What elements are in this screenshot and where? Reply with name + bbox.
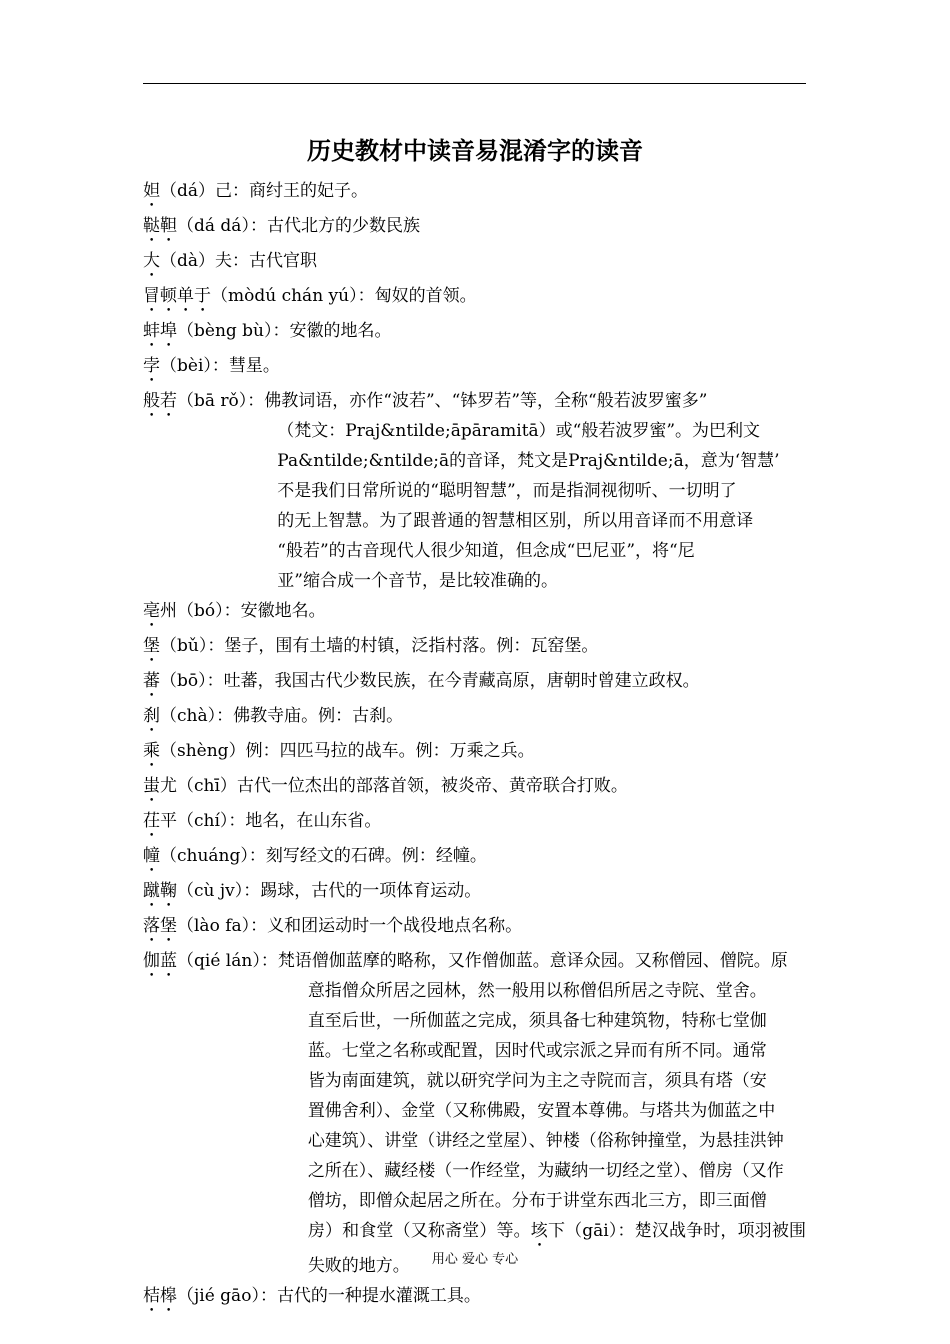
entry-chiyou: 蚩尤（chī）古代一位杰出的部落首领，被炎帝、黄帝联合打败。 [143,776,628,796]
entry-gloss: 例：四匹马拉的战车。例：万乘之兵。 [245,741,535,761]
entry-pinyin: dá dá [194,216,242,236]
entry-pinyin: gāi [582,1221,609,1241]
entry-gloss: 己：商纣王的妃子。 [215,181,369,201]
entry-term: 冒顿单于 [143,286,211,306]
entry-term: 伽蓝 [143,951,177,971]
entry-sheng: 乘（shèng）例：四匹马拉的战车。例：万乘之兵。 [143,741,535,761]
entry-pinyin: chí [194,811,220,831]
entry-gloss: 彗星。 [228,356,280,376]
entry-gloss: 古代一位杰出的部落首领，被炎帝、黄帝联合打败。 [236,776,628,796]
entry-term: 茌 [143,811,160,831]
entry-jiegao: 桔槔（jié gāo）：古代的一种提水灌溉工具。 [143,1286,481,1306]
entry-gloss: 安徽的地名。 [289,321,392,341]
entry-banruo: 般若（bā rǒ）： 佛教词语，亦作“波若”、“钵罗若”等，全称“般若波罗蜜多” （梵文：Praj&ntilde;āpāramitā）或“般若波罗蜜”。为巴利文 Pa&ntilde;&ntilde;ā的音译，梵文是Praj&ntilde;ā，意为‘智慧’ 不是我们日常所说的“聪明智慧”，而是指洞视彻听、一切明了 的无上智慧。为了跟普通的智慧相区别，所以用音译而不用意译 “般若”的古音现代人很少知道，但念成“巴尼亚”，将“尼 亚”缩合成一个音节，是比较准确的。 [143,391,780,591]
entry-gloss: 义和团运动时一个战役地点名称。 [267,916,523,936]
entry-laofa: 落堡（lào fa）：义和团运动时一个战役地点名称。 [143,916,523,936]
entry-gloss: 踢球，古代的一项体育运动。 [260,881,482,901]
entry-term: 幢 [143,846,160,866]
entry-pinyin: cù jv [194,881,235,901]
entry-modu-chanyu: 冒顿单于（mòdú chán yú）：匈奴的首领。 [143,286,477,306]
entry-term: 蚩 [143,776,160,796]
entry-term: 大 [143,251,160,271]
entry-bo: 蕃（bō）：吐蕃，我国古代少数民族，在今青藏高原，唐朝时曾建立政权。 [143,671,700,691]
entry-gloss: 古代北方的少数民族 [266,216,420,236]
entry-pinyin: chī [194,776,220,796]
entry-pinyin: bā rǒ [194,391,239,411]
entry-term: 般若 [143,391,177,411]
entry-gloss: 安徽地名。 [240,601,326,621]
entry-term: 蹴鞠 [143,881,177,901]
entry-list [143,176,806,1316]
entry-gloss: 古代的一种提水灌溉工具。 [276,1286,481,1306]
entry-gloss: 吐蕃，我国古代少数民族，在今青藏高原，唐朝时曾建立政权。 [223,671,700,691]
entry-bozhou: 亳州（bó）：安徽地名。 [143,601,326,621]
entry-pinyin: jié gāo [194,1286,252,1306]
entry-term: 垓 [530,1221,548,1241]
entry-gloss: 刻写经文的石碑。例：经幢。 [265,846,487,866]
entry-pinyin: bèng bù [194,321,265,341]
entry-da-fu: 大（dà）夫：古代官职 [143,251,318,271]
entry-term: 落堡 [143,916,177,936]
page-title: 历史教材中读音易混淆字的读音 [307,137,643,165]
entry-pinyin: shèng [177,741,229,761]
entry-pinyin: bó [194,601,216,621]
entry-cuju: 蹴鞠（cù jv）：踢球，古代的一项体育运动。 [143,881,482,901]
entry-qielan: 伽蓝（qié lán）： 梵语僧伽蓝摩的略称，又作僧伽蓝。意译众园。又称僧园、僧院。原 意指僧众所居之园林，然一般用以称僧侣所居之寺院、堂舍。 直至后世，一所伽蓝之完成，须具备七种建筑物，特称七堂伽 蓝。七堂之名称或配置，因时代或宗派之异而有所不同。通常 皆为南面建筑，就以研究学问为主之寺院而言，须具有塔（安 置佛舍利）、金堂（又称佛殿，安置本尊佛。与塔共为伽蓝之中 心建筑）、讲堂（讲经之堂屋）、钟楼（俗称钟撞堂，为悬挂洪钟 之所在）、藏经楼（一作经堂，为藏纳一切经之堂）、僧房（又作 僧坊，即僧众起居之所在。分布于讲堂东西北三方，即三面僧 房）和食堂（又称斋堂）等。垓下（gāi）：楚汉战争时，项羽被围失败的地方。 [143,951,807,1276]
entry-term: 蚌埠 [143,321,177,341]
entry-bu: 堡（bǔ）：堡子，围有土墙的村镇，泛指村落。例：瓦窑堡。 [143,636,599,656]
entry-term: 孛 [143,356,160,376]
entry-pinyin: dá [177,181,199,201]
entry-bei: 孛（bèi）：彗星。 [143,356,280,376]
entry-gloss: 堡子，围有土墙的村镇，泛指村落。例：瓦窑堡。 [224,636,599,656]
entry-pinyin: bǔ [177,636,199,656]
entry-pinyin: lào fa [194,916,242,936]
entry-pinyin: chuáng [177,846,241,866]
entry-term: 亳 [143,601,160,621]
entry-gloss: 夫：古代官职 [215,251,318,271]
entry-term: 妲 [143,181,160,201]
entry-pinyin: dà [177,251,199,271]
entry-term: 鞑靼 [143,216,177,236]
entry-da-da: 鞑靼（dá dá）：古代北方的少数民族 [143,216,420,236]
entry-gloss: 匈奴的首领。 [374,286,477,306]
entry-cha: 刹（chà）：佛教寺庙。例：古刹。 [143,706,404,726]
entry-gloss: 地名，在山东省。 [245,811,382,831]
entry-pinyin: bō [177,671,199,691]
entry-chiping: 茌平（chí）：地名，在山东省。 [143,811,382,831]
entry-pinyin: bèi [177,356,204,376]
page-footer: 用心 爱心 专心 [431,1252,519,1267]
entry-da-ji: 妲（dá）己：商纣王的妃子。 [143,181,369,201]
entry-pinyin: chà [177,706,208,726]
entry-pinyin: mòdú chán yú [228,286,350,306]
entry-gloss: 佛教寺庙。例：古刹。 [233,706,404,726]
entry-bengbu: 蚌埠（bèng bù）：安徽的地名。 [143,321,392,341]
entry-pinyin: qié lán [194,951,253,971]
entry-chuang: 幢（chuáng）：刻写经文的石碑。例：经幢。 [143,846,487,866]
entry-term: 刹 [143,706,160,726]
entry-term: 桔槔 [143,1286,177,1306]
entry-term: 蕃 [143,671,160,691]
header-rule [143,83,806,84]
entry-term: 乘 [143,741,160,761]
entry-term: 堡 [143,636,160,656]
